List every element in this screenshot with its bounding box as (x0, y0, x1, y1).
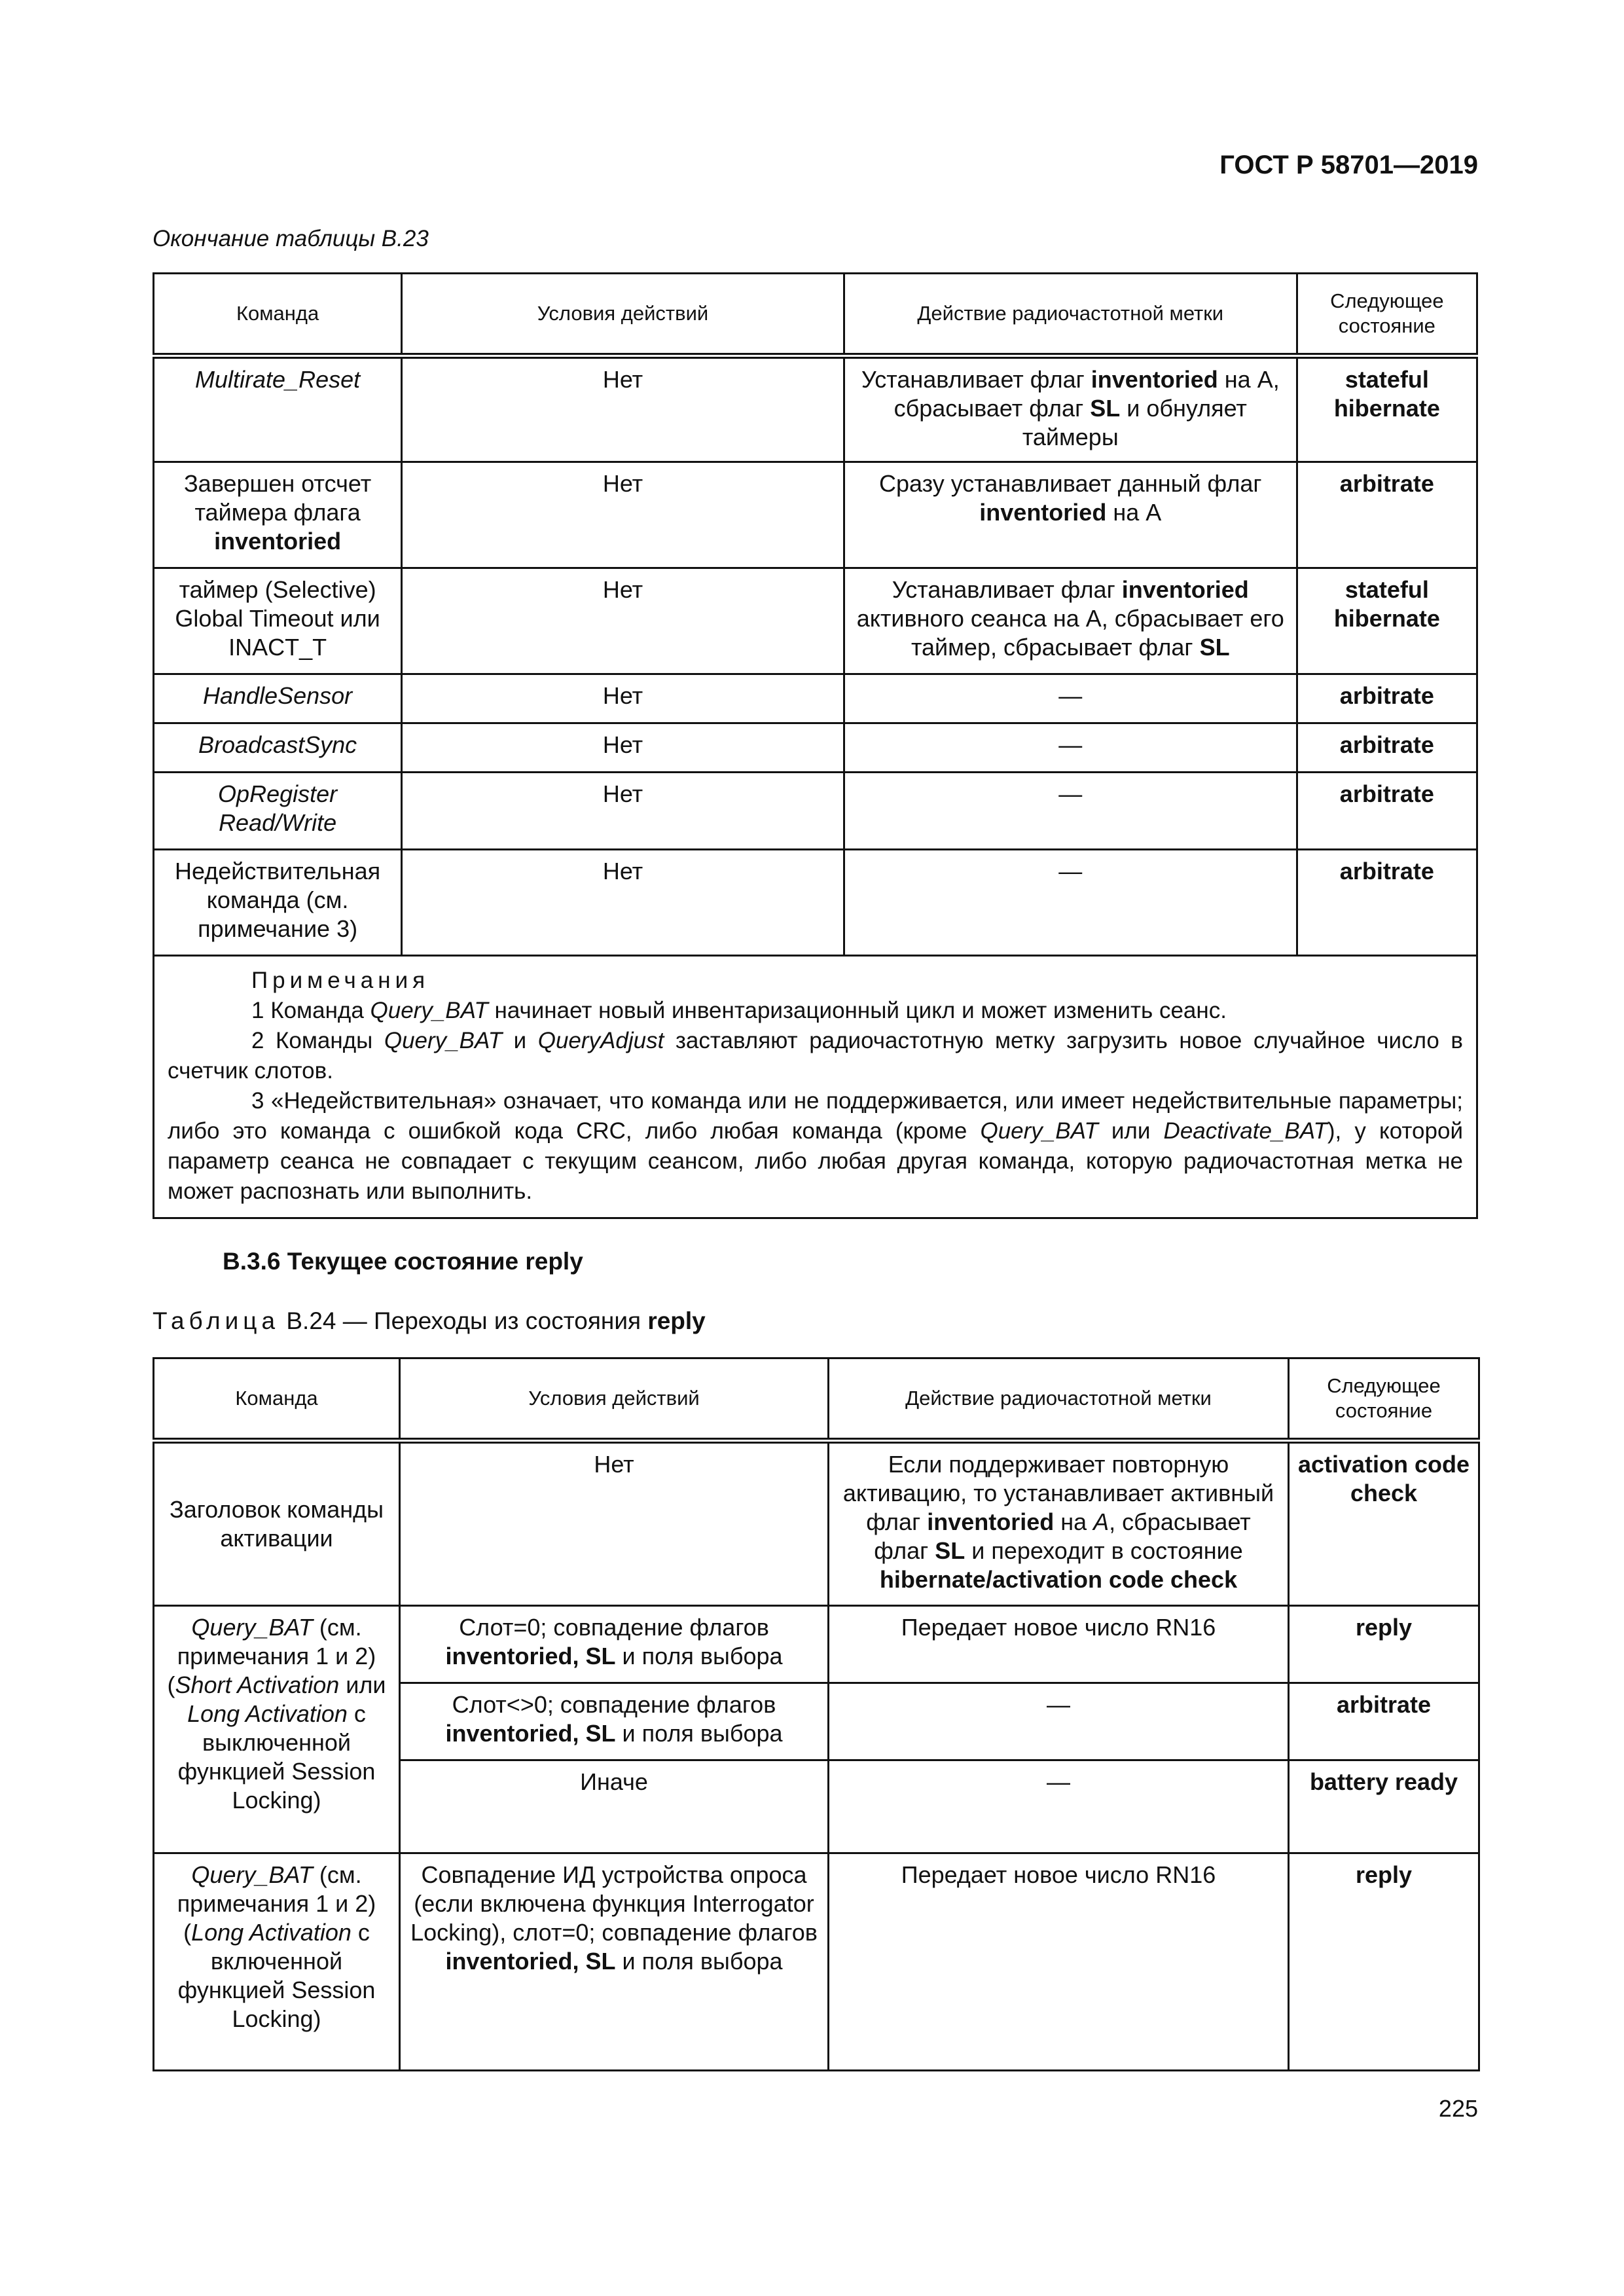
next-state-cell: stateful hibernate (1297, 568, 1477, 674)
notes-row (154, 956, 1477, 1218)
conditions-cell: Нет (402, 723, 844, 773)
action-cell: Если поддерживает повторную активацию, то устанавливает активный флаг inventoried на А, сбрасывает флаг SL и переходит в состояние hibernate/activation code check (829, 1441, 1289, 1606)
next-state-cell: arbitrate (1289, 1683, 1479, 1760)
next-state-cell: arbitrate (1297, 674, 1477, 723)
action-cell: Устанавливает флаг inventoried на А, сбрасывает флаг SL и обнуляет таймеры (844, 356, 1297, 462)
action-cell: Передает новое число RN16 (829, 1853, 1289, 2071)
table-continuation-caption: Окончание таблицы В.23 (153, 226, 429, 251)
command-cell: Заголовок команды активации (154, 1441, 400, 1606)
note-1: 1 Команда Query_BAT начинает новый инвентаризационный цикл и может изменить сеанс. (251, 998, 1227, 1023)
next-state-cell: battery ready (1289, 1760, 1479, 1853)
section-heading: В.3.6 Текущее состояние reply (223, 1248, 583, 1275)
next-state-cell: arbitrate (1297, 850, 1477, 956)
next-state-cell: activation code check (1289, 1441, 1479, 1606)
command-cell: OpRegister Read/Write (154, 773, 402, 850)
table-header-row (154, 1358, 1479, 1441)
table-caption: Таблица В.24 — Переходы из состояния reply (153, 1307, 706, 1334)
next-state-cell: stateful hibernate (1297, 356, 1477, 462)
note-3: 3 «Недействительная» означает, что команда или не поддерживается, или имеет недействительные параметры; либо это команда с ошибкой кода CRC, либо любая команда (кроме Query_BAT или Deactivate_BAT), у которой параметр сеанса не совпадает с текущим сеансом, либо любая другая команда, которую радиочастотная метка не может распознать или выполнить. (168, 1088, 1464, 1204)
action-cell: Сразу устанавливает данный флаг inventoried на А (844, 462, 1297, 568)
table-row (154, 356, 1477, 462)
page-number: 225 (1438, 2095, 1478, 2122)
next-state-cell: reply (1289, 1853, 1479, 2071)
command-cell: Недействительная команда (см. примечание 3) (154, 850, 402, 956)
conditions-cell: Нет (402, 356, 844, 462)
conditions-cell: Слот=0; совпадение флагов inventoried, SL и поля выбора (400, 1606, 829, 1683)
col-next-state: Следующее состояние (1289, 1358, 1479, 1441)
notes-cell (154, 956, 1477, 1218)
table-row (154, 773, 1477, 850)
next-state-cell: reply (1289, 1606, 1479, 1683)
command-cell: Multirate_Reset (154, 356, 402, 462)
table-row (154, 850, 1477, 956)
action-cell: — (829, 1683, 1289, 1760)
next-state-cell: arbitrate (1297, 773, 1477, 850)
next-state-cell: arbitrate (1297, 462, 1477, 568)
conditions-cell: Нет (400, 1441, 829, 1606)
next-state-cell: arbitrate (1297, 723, 1477, 773)
col-command: Команда (154, 1358, 400, 1441)
command-cell: Завершен отсчет таймера флага inventoried (154, 462, 402, 568)
action-cell: Передает новое число RN16 (829, 1606, 1289, 1683)
command-cell: HandleSensor (154, 674, 402, 723)
notes-title: Примечания (251, 968, 430, 993)
table-row (154, 568, 1477, 674)
standard-designation: ГОСТ Р 58701—2019 (1219, 151, 1478, 179)
conditions-cell: Иначе (400, 1760, 829, 1853)
command-cell: Query_BAT (см. примечания 1 и 2) (Short Activation или Long Activation с выключенной функцией Session Locking) (154, 1606, 400, 1853)
command-cell: таймер (Selective) Global Timeout или INACT_T (154, 568, 402, 674)
table-row (154, 674, 1477, 723)
col-next-state: Следующее состояние (1297, 274, 1477, 356)
table-row (154, 462, 1477, 568)
table-b23 (153, 272, 1478, 1219)
table-row (154, 1606, 1479, 1683)
table-row (154, 723, 1477, 773)
table-b24 (153, 1357, 1480, 2071)
action-cell: — (844, 773, 1297, 850)
conditions-cell: Нет (402, 850, 844, 956)
col-conditions: Условия действий (400, 1358, 829, 1441)
note-2: 2 Команды Query_BAT и QueryAdjust заставляют радиочастотную метку загрузить новое случайное число в счетчик слотов. (168, 1028, 1464, 1084)
command-cell: BroadcastSync (154, 723, 402, 773)
action-cell: — (844, 674, 1297, 723)
col-action: Действие радиочастотной метки (844, 274, 1297, 356)
table-row (154, 1853, 1479, 2071)
action-cell: — (844, 723, 1297, 773)
conditions-cell: Слот<>0; совпадение флагов inventoried, SL и поля выбора (400, 1683, 829, 1760)
col-command: Команда (154, 274, 402, 356)
action-cell: — (844, 850, 1297, 956)
conditions-cell: Нет (402, 462, 844, 568)
conditions-cell: Нет (402, 773, 844, 850)
conditions-cell: Совпадение ИД устройства опроса (если включена функция Interrogator Locking), слот=0; совпадение флагов inventoried, SL и поля выбора (400, 1853, 829, 2071)
action-cell: — (829, 1760, 1289, 1853)
col-action: Действие радиочастотной метки (829, 1358, 1289, 1441)
conditions-cell: Нет (402, 568, 844, 674)
col-conditions: Условия действий (402, 274, 844, 356)
action-cell: Устанавливает флаг inventoried активного сеанса на А, сбрасывает его таймер, сбрасывает флаг SL (844, 568, 1297, 674)
table-header-row (154, 274, 1477, 356)
command-cell: Query_BAT (см. примечания 1 и 2) (Long Activation с включенной функцией Session Locking) (154, 1853, 400, 2071)
table-row (154, 1441, 1479, 1606)
conditions-cell: Нет (402, 674, 844, 723)
